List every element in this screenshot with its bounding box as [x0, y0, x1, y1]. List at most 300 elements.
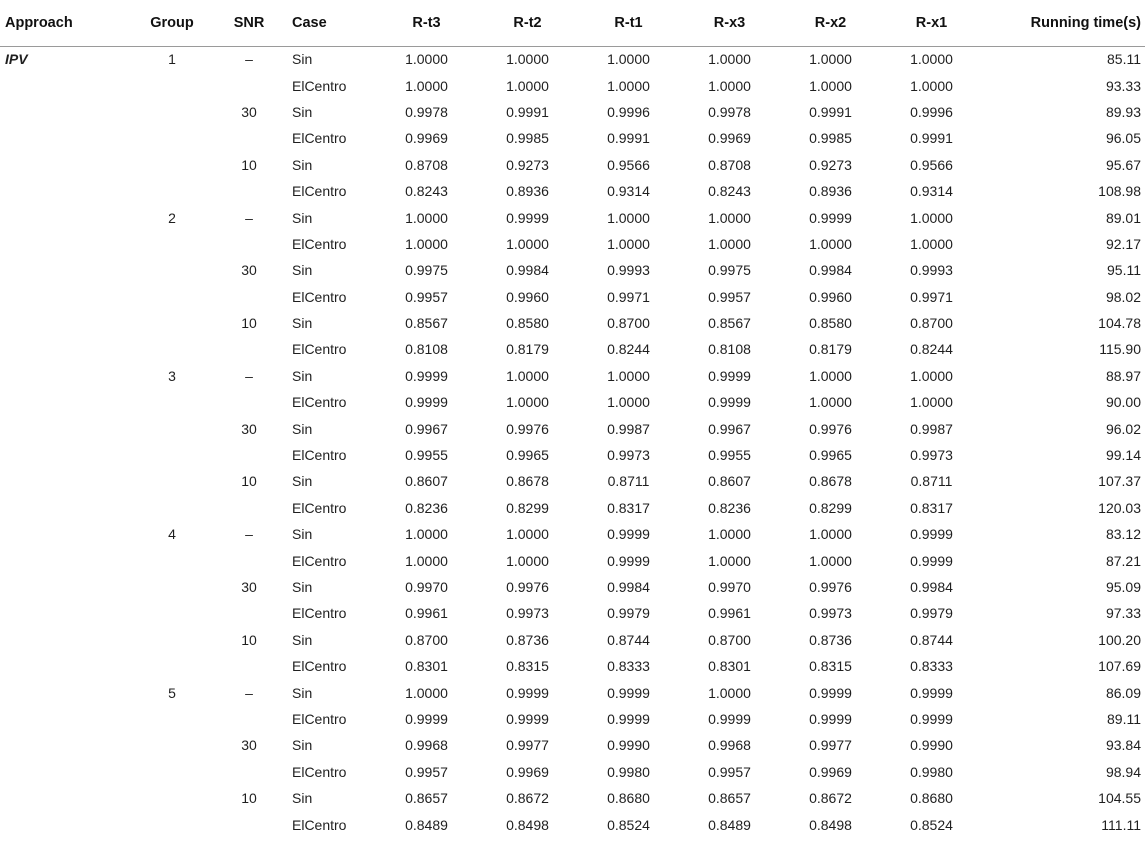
- cell-r-t2: 0.9999: [506, 684, 549, 701]
- cell-approach: IPV: [5, 51, 28, 68]
- cell-snr: [206, 125, 292, 151]
- cell-r-t1: 0.8317: [607, 499, 650, 516]
- cell-case: Sin: [292, 156, 313, 173]
- cell-r-x2: 0.8498: [809, 816, 852, 833]
- cell-running-time: 86.09: [1105, 684, 1141, 701]
- header-r-x1: R-x1: [915, 14, 948, 31]
- cell-r-x3: 0.9957: [708, 288, 751, 305]
- cell-r-x2: 1.0000: [809, 51, 852, 68]
- table-row: [0, 495, 1145, 521]
- table-row: [0, 759, 1145, 785]
- cell-running-time: 95.67: [1105, 156, 1141, 173]
- cell-running-time: 89.01: [1105, 209, 1141, 226]
- cell-r-t3: 0.8700: [405, 631, 448, 648]
- cell-r-x1: 0.9980: [910, 763, 953, 780]
- cell-r-x2: 1.0000: [809, 367, 852, 384]
- cell-r-t2: 1.0000: [506, 552, 549, 569]
- cell-case: ElCentro: [292, 658, 347, 675]
- cell-snr: 10: [241, 790, 257, 807]
- table-row: [0, 336, 1145, 362]
- cell-running-time: 89.11: [1107, 710, 1141, 727]
- cell-group: [96, 152, 206, 178]
- cell-r-t3: 0.9999: [405, 367, 448, 384]
- cell-r-t1: 1.0000: [607, 235, 650, 252]
- table-row: [0, 442, 1145, 468]
- cell-group: [96, 231, 206, 257]
- cell-snr: [206, 811, 292, 837]
- cell-r-x1: 0.9987: [910, 420, 953, 437]
- cell-approach: [0, 706, 96, 732]
- cell-group: [96, 284, 206, 310]
- cell-running-time: 104.55: [1098, 790, 1141, 807]
- cell-r-x3: 0.9961: [708, 605, 751, 622]
- cell-r-t2: 1.0000: [506, 51, 549, 68]
- header-r-t2: R-t2: [513, 14, 542, 31]
- cell-r-x2: 0.9976: [809, 579, 852, 595]
- table-row: [0, 310, 1145, 336]
- cell-r-x1: 0.9566: [910, 156, 953, 173]
- cell-group: [96, 547, 206, 573]
- cell-r-t2: 0.9973: [506, 605, 549, 622]
- cell-snr: [206, 495, 292, 521]
- cell-r-t2: 1.0000: [506, 367, 549, 384]
- cell-approach: [0, 547, 96, 573]
- cell-snr: [206, 178, 292, 204]
- cell-group: [96, 178, 206, 204]
- cell-group: 1: [168, 51, 176, 68]
- cell-case: ElCentro: [292, 552, 347, 569]
- cell-running-time: 108.98: [1098, 183, 1141, 200]
- cell-case: ElCentro: [292, 77, 347, 94]
- cell-r-t2: 1.0000: [506, 235, 549, 252]
- cell-case: Sin: [292, 262, 313, 279]
- cell-r-x3: 0.9969: [708, 130, 751, 147]
- cell-r-x2: 1.0000: [809, 526, 852, 543]
- cell-r-t2: 0.9999: [506, 710, 549, 727]
- cell-running-time: 89.93: [1105, 103, 1141, 120]
- cell-r-t3: 0.9957: [405, 763, 448, 780]
- cell-approach: [0, 679, 96, 705]
- cell-r-x2: 0.8179: [809, 341, 852, 358]
- cell-r-t3: 0.8567: [405, 315, 448, 332]
- cell-r-t1: 0.9999: [607, 552, 650, 569]
- cell-r-x3: 0.9999: [708, 710, 751, 727]
- cell-r-x3: 0.8657: [708, 790, 751, 807]
- cell-case: Sin: [292, 473, 313, 490]
- cell-r-t3: 0.9969: [405, 130, 448, 147]
- table-row: [0, 178, 1145, 204]
- cell-running-time: 85.11: [1107, 51, 1141, 68]
- cell-r-t1: 0.9980: [607, 763, 650, 780]
- cell-approach: [0, 178, 96, 204]
- cell-snr: [206, 442, 292, 468]
- cell-r-t1: 1.0000: [607, 209, 650, 226]
- cell-group: [96, 310, 206, 336]
- cell-group: [96, 442, 206, 468]
- cell-r-x1: 0.8700: [910, 315, 953, 332]
- cell-r-x2: 1.0000: [809, 77, 852, 94]
- cell-r-t1: 0.8711: [607, 473, 650, 490]
- cell-case: Sin: [292, 631, 313, 648]
- cell-r-x3: 0.8567: [708, 315, 751, 332]
- cell-approach: [0, 600, 96, 626]
- cell-r-x1: 0.8744: [910, 631, 953, 648]
- cell-case: ElCentro: [292, 499, 347, 516]
- cell-r-t2: 1.0000: [506, 77, 549, 94]
- cell-snr: [206, 547, 292, 573]
- cell-r-t3: 1.0000: [405, 684, 448, 701]
- cell-r-t1: 0.8744: [607, 631, 650, 648]
- cell-running-time: 88.97: [1105, 367, 1141, 384]
- cell-r-x3: 0.8301: [708, 658, 751, 675]
- cell-r-t1: 0.9999: [607, 710, 650, 727]
- cell-approach: [0, 363, 96, 389]
- cell-r-x3: 0.9968: [708, 737, 751, 754]
- cell-approach: [0, 785, 96, 811]
- cell-group: [96, 627, 206, 653]
- table-row: [0, 785, 1145, 811]
- cell-r-t1: 0.9971: [607, 288, 650, 305]
- cell-r-x2: 0.9985: [809, 130, 852, 147]
- cell-r-x1: 0.9990: [910, 737, 953, 754]
- cell-r-x3: 1.0000: [708, 235, 751, 252]
- cell-r-t3: 0.8236: [405, 499, 448, 516]
- cell-r-t2: 0.9984: [506, 262, 549, 279]
- cell-r-x3: 1.0000: [708, 552, 751, 569]
- cell-case: Sin: [292, 209, 313, 226]
- cell-approach: [0, 442, 96, 468]
- table-row: [0, 600, 1145, 626]
- cell-running-time: 83.12: [1105, 526, 1141, 543]
- table-row: [0, 468, 1145, 494]
- cell-r-x3: 0.8236: [708, 499, 751, 516]
- cell-r-t2: 0.8315: [506, 658, 549, 675]
- cell-group: [96, 125, 206, 151]
- cell-snr: 30: [241, 579, 257, 595]
- cell-r-t2: 0.9976: [506, 420, 549, 437]
- cell-r-t1: 0.8700: [607, 315, 650, 332]
- cell-running-time: 98.02: [1105, 288, 1141, 305]
- header-r-t3: R-t3: [412, 14, 441, 31]
- cell-r-x3: 0.9978: [708, 103, 751, 120]
- cell-r-t2: 0.8678: [506, 473, 549, 490]
- cell-r-x3: 0.9955: [708, 447, 751, 464]
- cell-case: Sin: [292, 367, 313, 384]
- cell-r-x1: 0.8244: [910, 341, 953, 358]
- cell-r-x1: 1.0000: [910, 394, 953, 411]
- cell-running-time: 111.11: [1101, 816, 1141, 833]
- header-r-t1: R-t1: [614, 14, 643, 31]
- cell-snr: –: [245, 51, 253, 68]
- cell-r-t3: 0.9978: [405, 103, 448, 120]
- cell-group: [96, 495, 206, 521]
- cell-r-t3: 0.8489: [405, 816, 448, 833]
- cell-r-t1: 0.9979: [607, 605, 650, 622]
- cell-group: [96, 706, 206, 732]
- cell-r-x2: 1.0000: [809, 394, 852, 411]
- cell-r-t2: 0.9969: [506, 763, 549, 780]
- cell-case: ElCentro: [292, 763, 347, 780]
- cell-group: [96, 257, 206, 283]
- cell-approach: [0, 257, 96, 283]
- cell-r-t3: 0.9955: [405, 447, 448, 464]
- cell-approach: [0, 125, 96, 151]
- cell-r-t3: 1.0000: [405, 77, 448, 94]
- cell-running-time: 98.94: [1105, 763, 1141, 780]
- cell-approach: [0, 521, 96, 547]
- cell-running-time: 96.05: [1105, 130, 1141, 147]
- cell-r-x3: 1.0000: [708, 51, 751, 68]
- cell-r-t3: 0.8301: [405, 658, 448, 675]
- table-row: [0, 125, 1145, 151]
- cell-approach: [0, 811, 96, 837]
- cell-snr: –: [245, 209, 253, 226]
- table-row: [0, 204, 1145, 230]
- cell-approach: [0, 152, 96, 178]
- cell-approach: [0, 284, 96, 310]
- header-r-x2: R-x2: [814, 14, 847, 31]
- cell-group: [96, 811, 206, 837]
- table-row: [0, 152, 1145, 178]
- cell-group: [96, 759, 206, 785]
- cell-r-t3: 0.8108: [405, 341, 448, 358]
- cell-r-t3: 0.8657: [405, 790, 448, 807]
- cell-r-t3: 0.9999: [405, 394, 448, 411]
- cell-case: Sin: [292, 579, 313, 595]
- cell-group: [96, 653, 206, 679]
- cell-snr: 30: [241, 737, 257, 754]
- cell-running-time: 120.03: [1098, 499, 1141, 516]
- cell-r-x2: 0.9984: [809, 262, 852, 279]
- cell-r-x3: 0.9999: [708, 367, 751, 384]
- cell-running-time: 87.21: [1105, 552, 1141, 569]
- cell-case: ElCentro: [292, 288, 347, 305]
- cell-r-x2: 0.9965: [809, 447, 852, 464]
- cell-r-x1: 0.9984: [910, 579, 953, 595]
- table-header: [0, 0, 1145, 46]
- table-body: [0, 46, 1145, 838]
- cell-snr: [206, 389, 292, 415]
- table-row: [0, 679, 1145, 705]
- cell-r-t1: 0.9991: [607, 130, 650, 147]
- cell-group: [96, 574, 206, 600]
- cell-r-x3: 0.8108: [708, 341, 751, 358]
- cell-snr: [206, 231, 292, 257]
- cell-r-t2: 0.9960: [506, 288, 549, 305]
- cell-r-t1: 0.9973: [607, 447, 650, 464]
- cell-r-x1: 0.9979: [910, 605, 953, 622]
- table-row: [0, 99, 1145, 125]
- cell-r-x3: 0.9957: [708, 763, 751, 780]
- cell-group: [96, 336, 206, 362]
- cell-snr: 30: [241, 420, 257, 437]
- cell-r-x3: 0.9999: [708, 394, 751, 411]
- cell-r-t2: 0.9273: [506, 156, 549, 173]
- cell-running-time: 100.20: [1098, 631, 1141, 648]
- cell-case: Sin: [292, 526, 313, 543]
- table-row: [0, 257, 1145, 283]
- cell-approach: [0, 732, 96, 758]
- cell-r-x1: 0.9993: [910, 262, 953, 279]
- cell-group: 5: [168, 684, 176, 701]
- cell-r-t1: 0.9993: [607, 262, 650, 279]
- cell-case: Sin: [292, 315, 313, 332]
- table-row: [0, 732, 1145, 758]
- cell-approach: [0, 204, 96, 230]
- cell-case: ElCentro: [292, 394, 347, 411]
- cell-r-t2: 0.9977: [506, 737, 549, 754]
- cell-approach: [0, 759, 96, 785]
- cell-r-t1: 0.9566: [607, 156, 650, 173]
- cell-running-time: 104.78: [1098, 315, 1141, 332]
- cell-running-time: 99.14: [1105, 447, 1141, 464]
- cell-r-x2: 0.8736: [809, 631, 852, 648]
- cell-case: Sin: [292, 737, 313, 754]
- cell-r-t1: 0.9990: [607, 737, 650, 754]
- cell-r-x3: 0.8489: [708, 816, 751, 833]
- cell-snr: –: [245, 684, 253, 701]
- cell-approach: [0, 72, 96, 98]
- cell-r-x2: 1.0000: [809, 235, 852, 252]
- cell-r-t1: 1.0000: [607, 51, 650, 68]
- cell-r-t2: 0.9976: [506, 579, 549, 595]
- cell-r-x2: 0.8580: [809, 315, 852, 332]
- cell-approach: [0, 495, 96, 521]
- cell-r-t1: 0.9999: [607, 684, 650, 701]
- cell-r-t3: 0.9967: [405, 420, 448, 437]
- cell-r-t2: 1.0000: [506, 394, 549, 411]
- cell-r-t3: 0.8708: [405, 156, 448, 173]
- cell-case: Sin: [292, 420, 313, 437]
- cell-r-x1: 0.9973: [910, 447, 953, 464]
- cell-snr: [206, 759, 292, 785]
- cell-r-t2: 0.8179: [506, 341, 549, 358]
- cell-r-t3: 0.9970: [405, 579, 448, 595]
- cell-r-x3: 0.8243: [708, 183, 751, 200]
- cell-r-x3: 1.0000: [708, 526, 751, 543]
- table-row: [0, 415, 1145, 441]
- cell-r-x2: 1.0000: [809, 552, 852, 569]
- header-approach: Approach: [5, 14, 73, 31]
- cell-r-x2: 0.8678: [809, 473, 852, 490]
- table-row: [0, 284, 1145, 310]
- cell-r-t1: 0.9999: [607, 526, 650, 543]
- cell-running-time: 95.09: [1105, 579, 1141, 595]
- cell-case: Sin: [292, 103, 313, 120]
- cell-r-t3: 0.9961: [405, 605, 448, 622]
- cell-r-x2: 0.9991: [809, 103, 852, 120]
- cell-r-t1: 0.8524: [607, 816, 650, 833]
- cell-r-x2: 0.9273: [809, 156, 852, 173]
- cell-approach: [0, 310, 96, 336]
- cell-r-t2: 0.9965: [506, 447, 549, 464]
- cell-r-t3: 0.9968: [405, 737, 448, 754]
- cell-r-x1: 0.9999: [910, 552, 953, 569]
- cell-snr: [206, 653, 292, 679]
- cell-r-t2: 0.9985: [506, 130, 549, 147]
- cell-approach: [0, 468, 96, 494]
- cell-group: [96, 785, 206, 811]
- cell-snr: 10: [241, 315, 257, 332]
- cell-snr: [206, 706, 292, 732]
- cell-r-t1: 0.8333: [607, 658, 650, 675]
- cell-snr: [206, 284, 292, 310]
- cell-approach: [0, 574, 96, 600]
- cell-r-x2: 0.8299: [809, 499, 852, 516]
- header-case: Case: [292, 14, 327, 31]
- cell-group: 3: [168, 367, 176, 384]
- cell-r-t2: 1.0000: [506, 526, 549, 543]
- header-r-x3: R-x3: [713, 14, 746, 31]
- cell-r-x3: 1.0000: [708, 77, 751, 94]
- cell-r-x2: 0.9999: [809, 684, 852, 701]
- table-row: [0, 706, 1145, 732]
- cell-r-t3: 0.9957: [405, 288, 448, 305]
- cell-r-x1: 0.9999: [910, 526, 953, 543]
- cell-r-t1: 0.9984: [607, 579, 650, 595]
- cell-r-x1: 0.8333: [910, 658, 953, 675]
- cell-r-t1: 0.8680: [607, 790, 650, 807]
- cell-case: Sin: [292, 790, 313, 807]
- cell-r-t1: 0.9996: [607, 103, 650, 120]
- table-row: [0, 653, 1145, 679]
- cell-snr: 30: [241, 262, 257, 279]
- cell-group: 2: [168, 209, 176, 226]
- cell-case: ElCentro: [292, 605, 347, 622]
- cell-running-time: 95.11: [1107, 262, 1141, 279]
- cell-r-x1: 0.8711: [910, 473, 953, 490]
- table-row: [0, 627, 1145, 653]
- cell-r-x3: 0.8700: [708, 631, 751, 648]
- cell-r-x2: 0.9999: [809, 710, 852, 727]
- cell-case: ElCentro: [292, 710, 347, 727]
- cell-r-x1: 0.8524: [910, 816, 953, 833]
- cell-r-x3: 0.9970: [708, 579, 751, 595]
- cell-approach: [0, 389, 96, 415]
- cell-case: ElCentro: [292, 447, 347, 464]
- cell-r-x2: 0.9977: [809, 737, 852, 754]
- cell-group: [96, 389, 206, 415]
- cell-case: Sin: [292, 51, 313, 68]
- table-row: [0, 72, 1145, 98]
- cell-r-t1: 1.0000: [607, 77, 650, 94]
- cell-group: [96, 72, 206, 98]
- table-row: [0, 521, 1145, 547]
- table-row: [0, 363, 1145, 389]
- cell-approach: [0, 415, 96, 441]
- cell-snr: [206, 72, 292, 98]
- table-row: [0, 811, 1145, 837]
- cell-approach: [0, 99, 96, 125]
- cell-case: ElCentro: [292, 183, 347, 200]
- cell-r-x2: 0.9999: [809, 209, 852, 226]
- cell-r-x1: 0.9999: [910, 684, 953, 701]
- cell-r-x3: 0.8607: [708, 473, 751, 490]
- cell-r-x1: 1.0000: [910, 235, 953, 252]
- cell-running-time: 93.84: [1105, 737, 1141, 754]
- cell-snr: 30: [241, 103, 257, 120]
- cell-running-time: 93.33: [1105, 77, 1141, 94]
- cell-r-t2: 0.8672: [506, 790, 549, 807]
- cell-case: ElCentro: [292, 130, 347, 147]
- cell-r-x1: 0.9314: [910, 183, 953, 200]
- cell-snr: 10: [241, 473, 257, 490]
- cell-group: 4: [168, 526, 176, 543]
- cell-r-t1: 1.0000: [607, 394, 650, 411]
- cell-r-x3: 1.0000: [708, 209, 751, 226]
- cell-r-t3: 0.9975: [405, 262, 448, 279]
- cell-group: [96, 468, 206, 494]
